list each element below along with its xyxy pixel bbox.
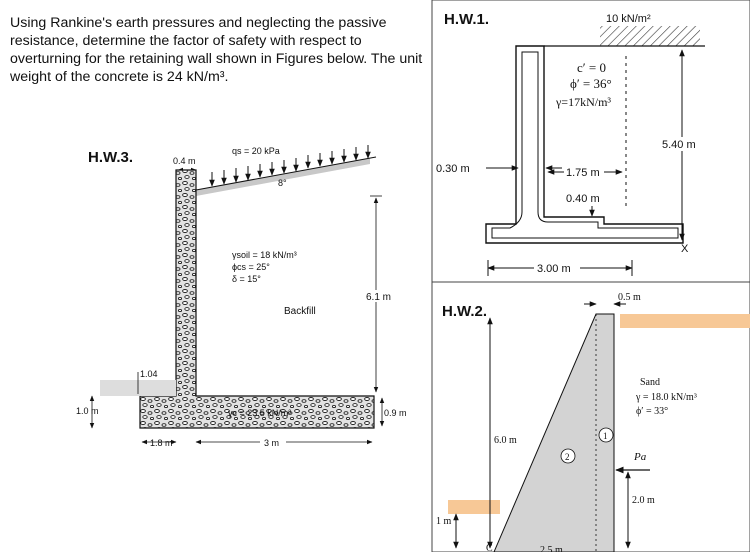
hw1-heel-label: 1.75 m [566, 167, 600, 179]
hw3-surcharge-label: qs = 20 kPa [232, 146, 280, 156]
hw3-toe-height-label: 1.04 [140, 369, 158, 379]
hw3-wall-friction: δ = 15° [232, 274, 261, 284]
hw2-pa-label: Pa [634, 451, 647, 463]
hw1-title: H.W.1. [444, 11, 490, 28]
hw1-surcharge-label: 10 kN/m² [606, 13, 651, 25]
hw2-soil-name: Sand [640, 377, 660, 388]
hw1-base-width-label: 3.00 m [537, 263, 571, 275]
hw1-figure [432, 0, 750, 282]
hw1-unit-weight: γ=17kN/m³ [556, 95, 612, 109]
hw1-friction-angle: ϕ′ = 36° [570, 76, 612, 91]
hw3-friction-angle: ϕcs = 25° [232, 262, 270, 272]
hw2-base-width-label: 2.5 m [540, 545, 563, 552]
hw3-backfill-slope-shade [196, 158, 370, 196]
hw1-cohesion: c′ = 0 [577, 60, 606, 75]
hw3-backfill-label: Backfill [284, 306, 316, 317]
hw3-figure [76, 145, 407, 448]
hw2-friction-angle: ϕ′ = 33° [636, 406, 669, 417]
hw1-ground-hatch [600, 26, 700, 46]
hw1-point-x: X [681, 243, 689, 255]
hw2-toe-depth-label: 1 m [436, 516, 452, 527]
hw3-front-depth-label: 1.0 m [76, 406, 99, 416]
hw2-title: H.W.2. [442, 303, 488, 320]
hw2-region-1-label: 1 [603, 431, 608, 441]
hw2-unit-weight: γ = 18.0 kN/m³ [636, 392, 697, 403]
hw1-base-thickness-label: 0.40 m [566, 193, 600, 205]
hw2-toe-soil [448, 500, 500, 514]
problem-statement: Using Rankine's earth pressures and neglecting the passive resistance, determine the factor of safety with respect to overturning for the retaining wall shown in Figures below. The unit weight of the concrete is 24 kN/m³. [10, 15, 423, 85]
hw2-top-width-label: 0.5 m [618, 292, 641, 303]
hw3-height-label: 6.1 m [366, 292, 392, 303]
hw3-concrete-unit-weight: γc = 23.5 kN/m³ [228, 408, 292, 418]
hw2-height-label: 6.0 m [494, 435, 517, 446]
hw3-soil-unit-weight: γsoil = 18 kN/m³ [232, 250, 297, 260]
hw1-height-label: 5.40 m [662, 139, 696, 151]
hw2-pa-height-label: 2.0 m [632, 495, 655, 506]
hw2-figure [432, 282, 750, 552]
hw2-sand-surface [620, 314, 750, 328]
hw3-slope-label: 8° [278, 178, 287, 188]
hw3-toe-width-label: 1.8 m [150, 438, 173, 448]
hw3-base-thickness-label: 0.9 m [384, 408, 407, 418]
hw1-stem-width-label: 0.30 m [436, 163, 470, 175]
hw3-top-width-label: 0.4 m [173, 156, 196, 166]
hw3-heel-width-label: 3 m [264, 438, 280, 448]
hw2-region-2-label: 2 [565, 452, 570, 462]
hw3-title: H.W.3. [88, 149, 134, 166]
hw2-point-c: C [486, 543, 493, 552]
